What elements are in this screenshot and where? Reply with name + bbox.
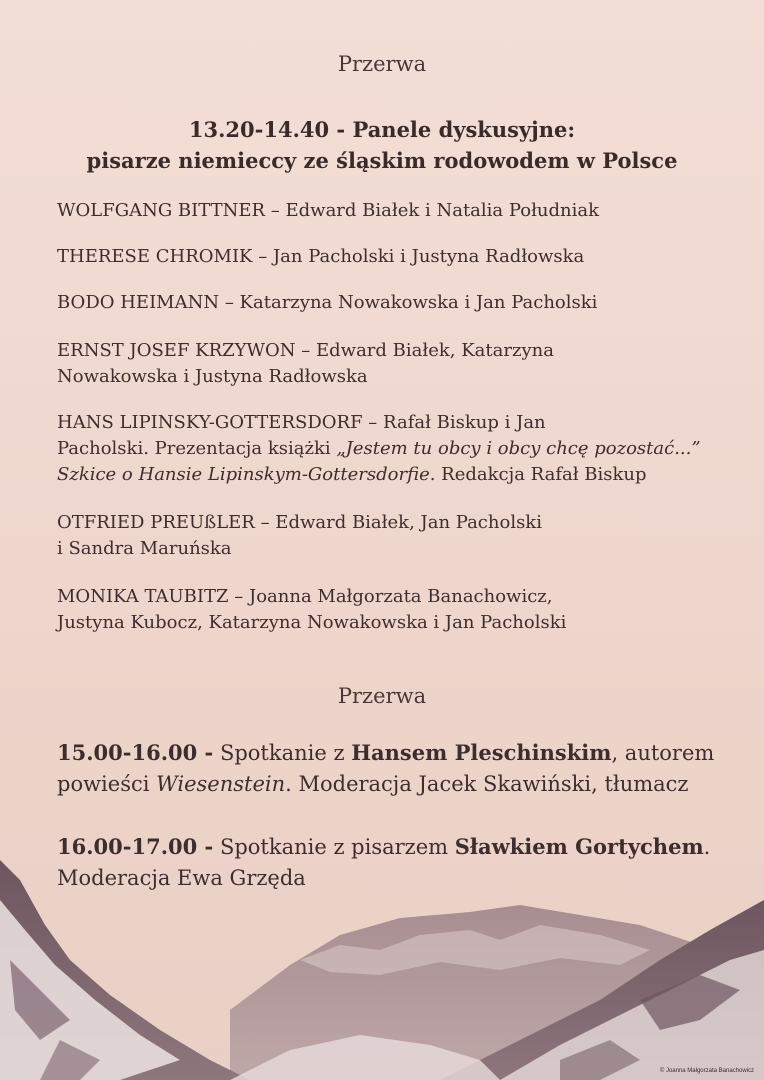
meeting-line-2-start: powieści — [57, 772, 157, 796]
panelists: – Edward Białek, Katarzyna — [295, 340, 554, 361]
meeting-time: 16.00-17.00 - — [57, 834, 214, 859]
presentation-intro: Pacholski. Prezentacja książki — [57, 438, 337, 459]
moderation-text: . Moderacja Jacek Skawiński, tłumacz — [285, 772, 689, 796]
author-name: HANS LIPINSKY-GOTTERSDORF — [57, 412, 363, 433]
panel-entry-krzywon — [57, 338, 717, 390]
panelists: – Rafał Biskup i Jan — [362, 412, 546, 433]
meeting-text-end: . — [703, 835, 711, 859]
panel-entry-bittner — [57, 198, 717, 224]
meeting-text-end: , autorem — [611, 741, 715, 765]
guest-name: Sławkiem Gortychem — [454, 834, 704, 859]
break-label-1: Przerwa — [337, 52, 427, 76]
author-name: ERNST JOSEF KRZYWON — [57, 340, 296, 361]
author-name: OTFRIED PREUßLER — [57, 512, 255, 533]
author-name: THERESE CHROMIK — [57, 246, 253, 267]
panel-entry-preussler — [57, 510, 717, 562]
panel-entry-taubitz — [57, 584, 717, 636]
meeting-gortych — [57, 831, 757, 894]
panelists-line-2: Justyna Kubocz, Katarzyna Nowakowska i Jan Pacholski — [57, 612, 567, 633]
panel-entry-heimann — [57, 290, 717, 316]
photo-credit: © Joanna Małgorzata Banachowicz — [659, 1068, 754, 1074]
guest-name: Hansem Pleschinskim — [351, 740, 612, 765]
novel-title: Wiesenstein — [156, 772, 286, 796]
panelists: – Katarzyna Nowakowska i Jan Pacholski — [219, 292, 598, 313]
meeting-text: Spotkanie z — [213, 741, 352, 765]
book-title-part-2: Szkice o Hansie Lipinskym-Gottersdorfie — [57, 464, 430, 485]
panelists: – Jan Pacholski i Justyna Radłowska — [252, 246, 585, 267]
panel-title-line-1: 13.20-14.40 - Panele dyskusyjne: — [188, 117, 576, 142]
panel-entry-chromik — [57, 244, 717, 270]
panel-title — [0, 114, 764, 176]
panel-title-line-2: pisarze niemieccy ze śląskim rodowodem w Polsce — [86, 148, 678, 173]
author-name: MONIKA TAUBITZ — [57, 586, 229, 607]
book-title-part-1: „Jestem tu obcy i obcy chcę pozostać...” — [336, 438, 701, 459]
panelists-line-2: Nowakowska i Justyna Radłowska — [57, 366, 368, 387]
panelists: – Edward Białek i Natalia Południak — [265, 200, 600, 221]
author-name: BODO HEIMANN — [57, 292, 220, 313]
author-name: WOLFGANG BITTNER — [57, 200, 266, 221]
moderation-text: Moderacja Ewa Grzęda — [57, 866, 306, 890]
editor-credit: . Redakcja Rafał Biskup — [429, 464, 647, 485]
meeting-time: 15.00-16.00 - — [57, 740, 214, 765]
panel-entry-lipinsky — [57, 410, 717, 488]
panelists-line-2: i Sandra Maruńska — [57, 538, 232, 559]
meeting-pleschinski — [57, 737, 757, 800]
panelists: – Joanna Małgorzata Banachowicz, — [228, 586, 553, 607]
panelists: – Edward Białek, Jan Pacholski — [254, 512, 542, 533]
meeting-text: Spotkanie z pisarzem — [213, 835, 455, 859]
break-label-2: Przerwa — [337, 684, 427, 708]
